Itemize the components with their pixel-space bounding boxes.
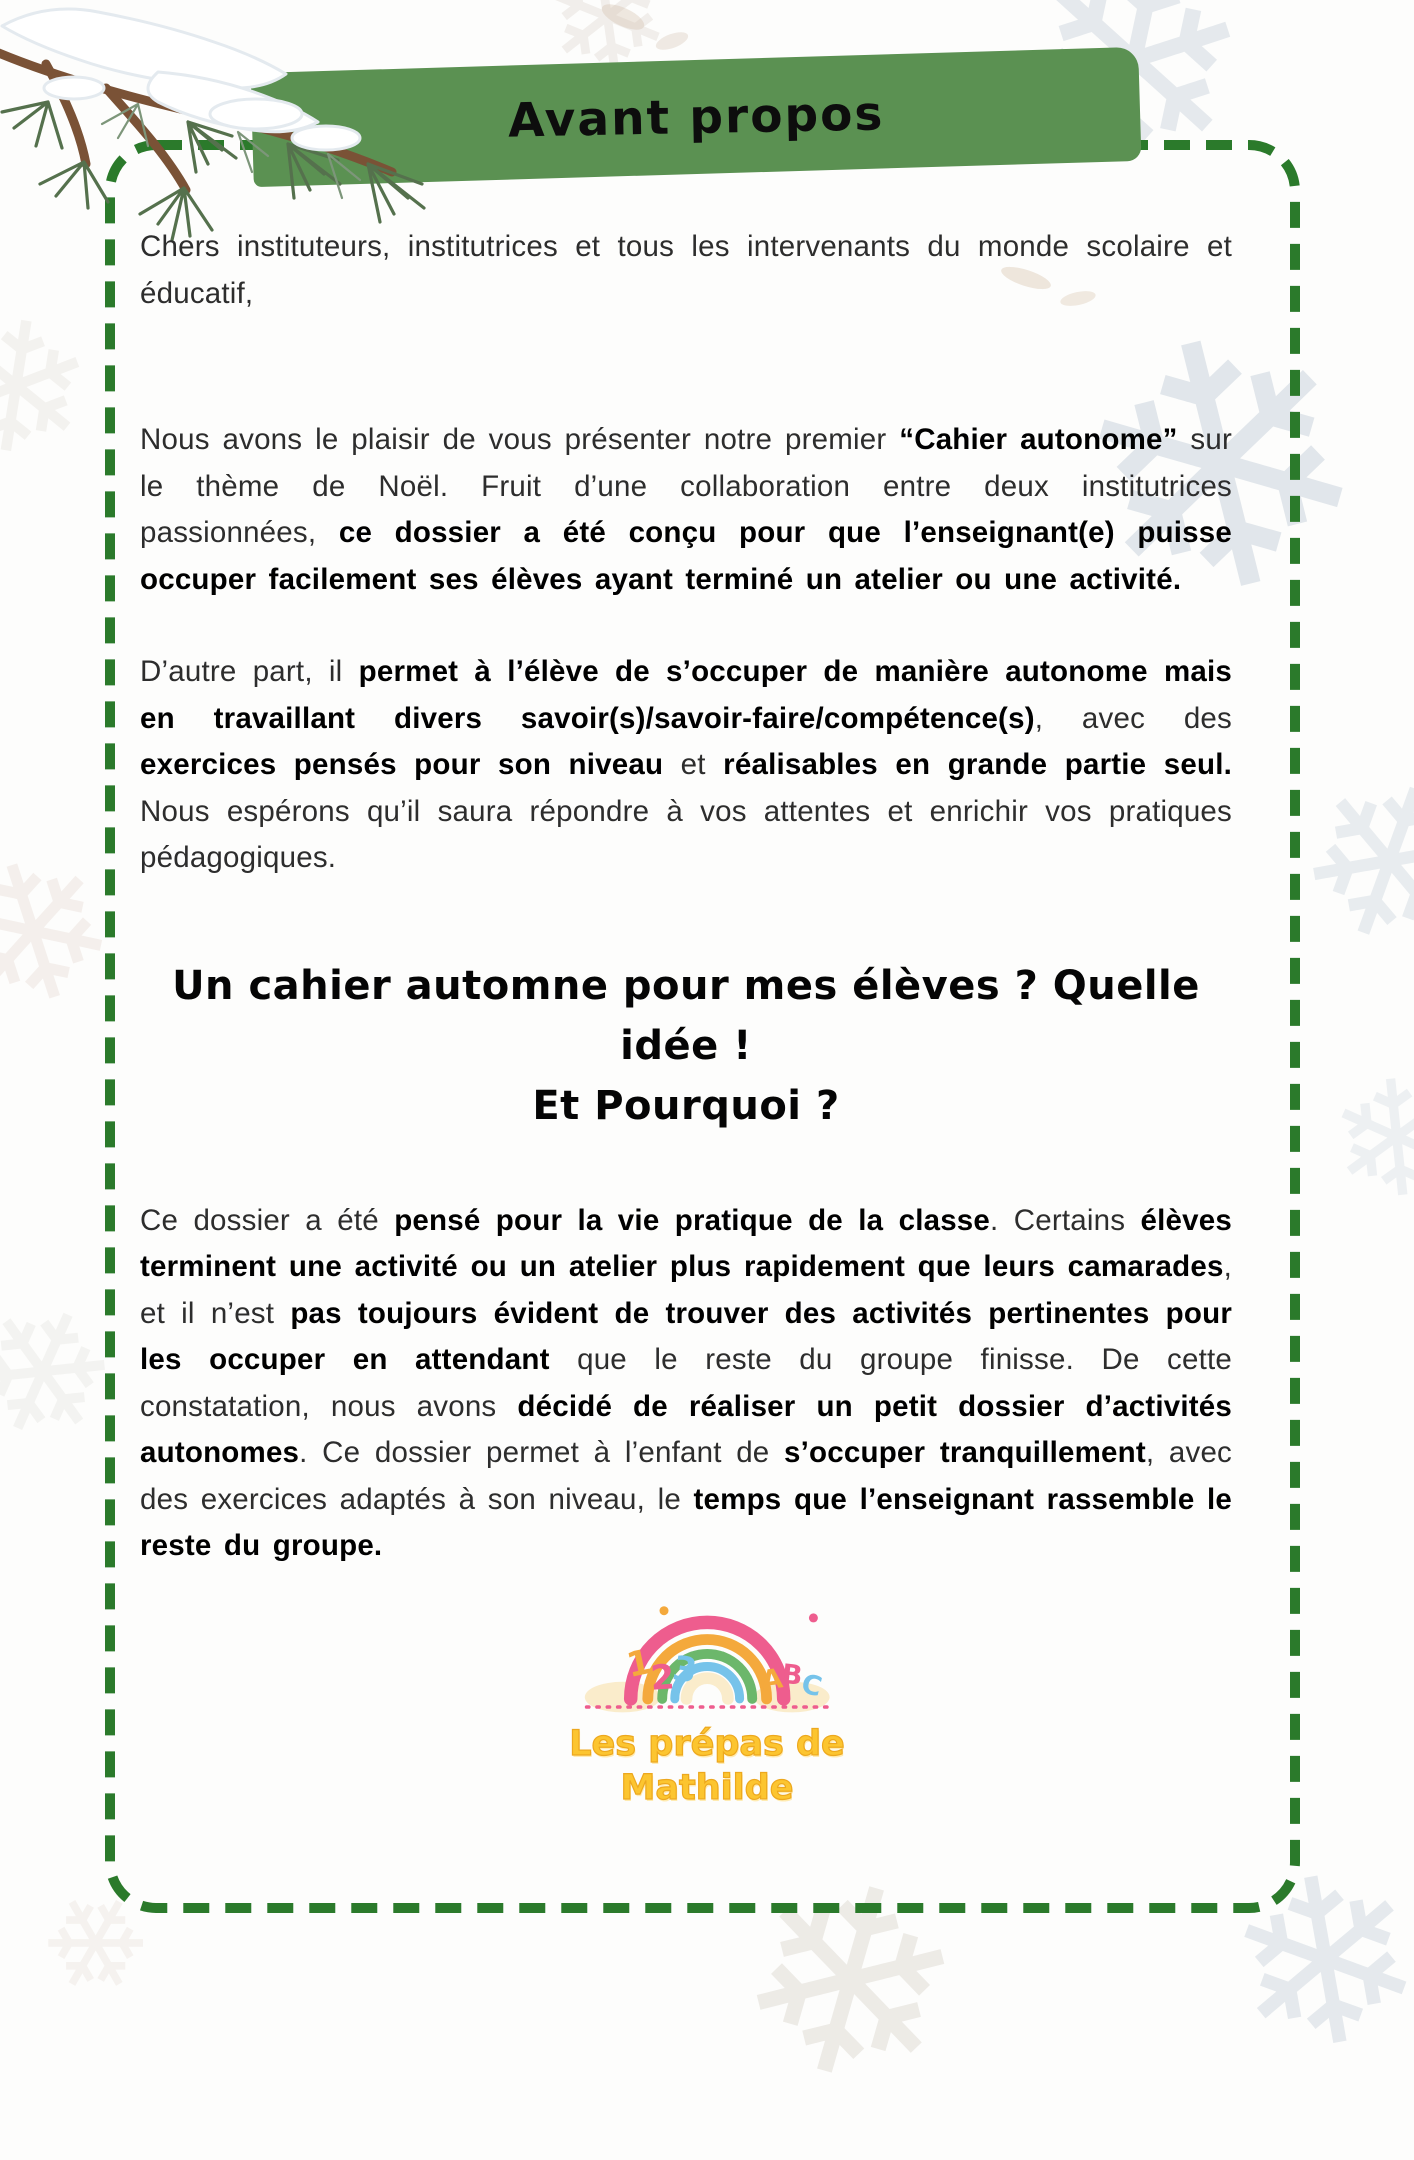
pine-branch-illustration [0, 0, 444, 260]
logo-letter-b: B [780, 1658, 804, 1692]
logo-text-line2: Mathilde [620, 1768, 794, 1808]
content [140, 224, 1232, 1570]
page-title: Avant propos [507, 85, 885, 149]
logo-les-prepas-de-mathilde [569, 1598, 845, 1810]
section-heading-line1: Un cahier automne pour mes élèves ? Quelle idée ! [172, 962, 1200, 1069]
logo-letter-c: C [798, 1668, 825, 1704]
logo-number-1: 1 [623, 1642, 655, 1687]
logo-number-3: 3 [669, 1648, 700, 1692]
paragraph-greeting: Chers instituteurs, institutrices et tous les intervenants du monde scolaire et éducatif, [140, 230, 1232, 310]
logo-text-line1: Les prépas de [569, 1724, 845, 1764]
paragraph-presentation: Nous avons le plaisir de vous présenter notre premier “Cahier autonome” sur le thème de Noël. Fruit d’une collaboration entre deux institutrices passionnées, ce dossier a été conçu pour que l’enseignant(e) puisse occuper facilement ses élèves ayant terminé un atelier ou une activité. [140, 423, 1232, 596]
rainbow-logo-icon [581, 1598, 833, 1717]
paragraph-rationale: Ce dossier a été pensé pour la vie pratique de la classe. Certains élèves terminent une activité ou un atelier plus rapidement que leurs camarades, et il n’est pas toujours évident de trouver des activités pertinentes pour les occuper en attendant que le reste du groupe finisse. De cette constatation, nous avons décidé de réaliser un petit dossier d’activités autonomes. Ce dossier permet à l’enfant de s’occuper tranquillement, avec des exercices adaptés à son niveau, le temps que l’enseignant rassemble le reste du groupe. [140, 1203, 1233, 1562]
section-heading-line2: Et Pourquoi ? [532, 1082, 840, 1129]
logo-letter-a: A [759, 1663, 785, 1697]
paragraph-benefits: D’autre part, il permet à l’élève de s’occuper de manière autonome mais en travaillant divers savoir(s)/savoir-faire/compétence(s), avec des exercices pensés pour son niveau et réalisables en grande partie seul. Nous espérons qu’il saura répondre à vos attentes et enrichir vos pratiques pédagogiques. [140, 655, 1232, 874]
section-heading [140, 956, 1232, 1136]
logo-number-2: 2 [649, 1657, 676, 1699]
